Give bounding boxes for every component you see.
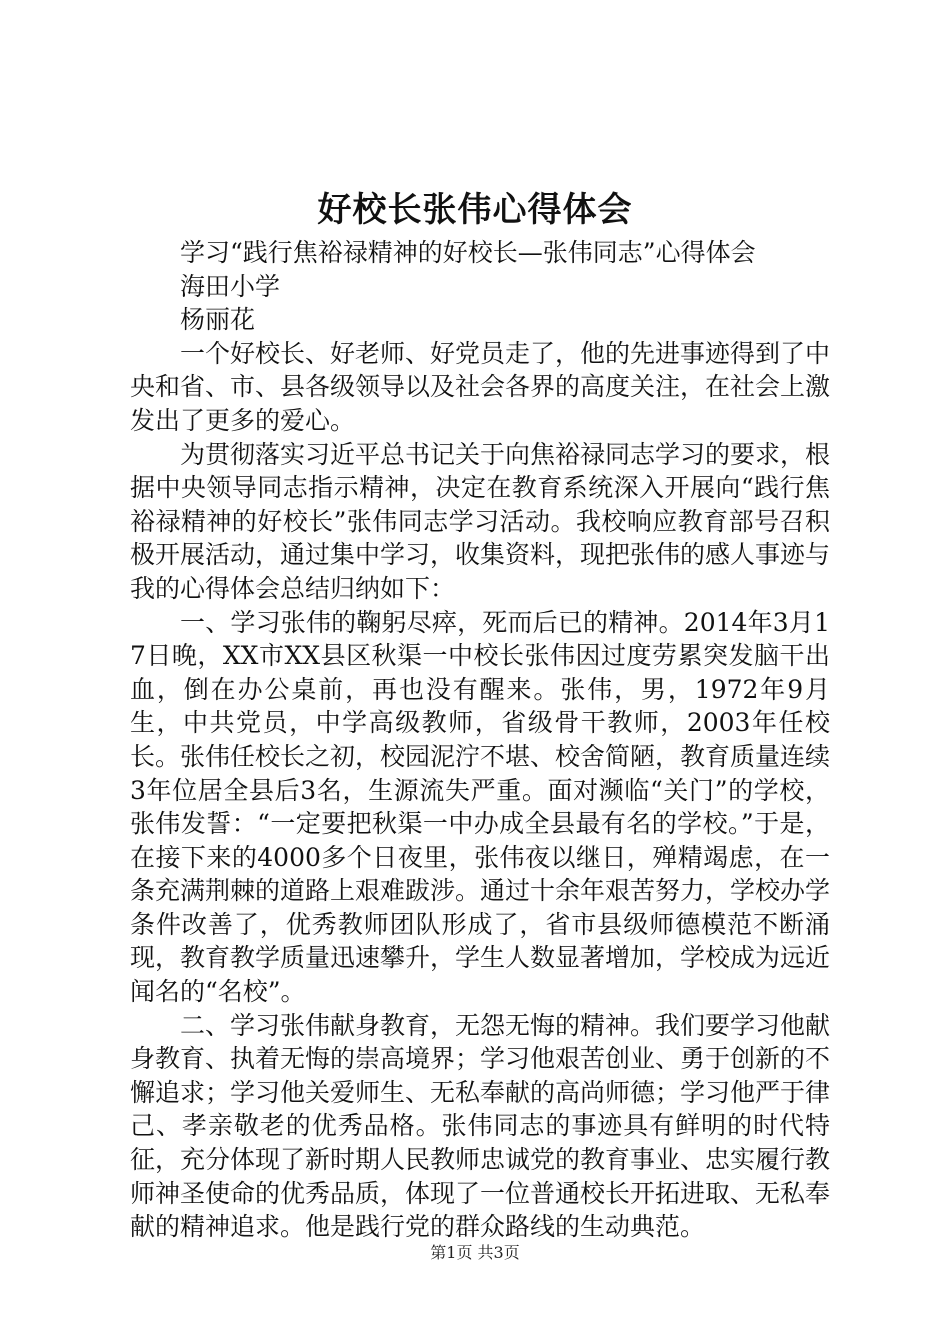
body-paragraph: 一、学习张伟的鞠躬尽瘁，死而后已的精神。2014年3月17日晚，XX市XX县区秋渠一中校长张伟因过度劳累突发脑干出血，倒在办公桌前，再也没有醒来。张伟，男，1972年9月生，中共党员，中学高级教师，省级骨干教师，2003年任校长。张伟任校长之初，校园泥泞不堪、校舍简陋，教育质量连续3年位居全县后3名，生源流失严重。面对濒临“关门”的学校，张伟发誓：“一定要把秋渠一中办成全县最有名的学校。”于是，在接下来的4000多个日夜里，张伟夜以继日，殚精竭虑，在一条充满荆棘的道路上艰难跋涉。通过十余年艰苦努力，学校办学条件改善了，优秀教师团队形成了，省市县级师德模范不断涌现，教育教学质量迅速攀升，学生人数显著增加，学校成为远近闻名的“名校”。 <box>130 607 831 1007</box>
body-paragraph: 为贯彻落实习近平总书记关于向焦裕禄同志学习的要求，根据中央领导同志指示精神，决定在教育系统深入开展向“践行焦裕禄精神的好校长”张伟同志学习活动。我校响应教育部号召积极开展活动，通过集中学习，收集资料，现把张伟的感人事迹与我的心得体会总结归纳如下： <box>130 439 831 603</box>
document-body <box>130 236 830 1244</box>
school-name: 海田小学 <box>180 271 281 301</box>
page-footer: 第1页 共3页 <box>430 1243 520 1262</box>
subtitle-paragraph: 学习“践行焦裕禄精神的好校长—张伟同志”心得体会 <box>180 238 756 267</box>
document-title: 好校长张伟心得体会 <box>317 190 633 230</box>
body-paragraph: 二、学习张伟献身教育，无怨无悔的精神。我们要学习他献身教育、执着无悔的崇高境界；学习他艰苦创业、勇于创新的不懈追求；学习他关爱师生、无私奉献的高尚师德；学习他严于律己、孝亲敬老的优秀品格。张伟同志的事迹具有鲜明的时代特征，充分体现了新时期人民教师忠诚党的教育事业、忠实履行教师神圣使命的优秀品质，体现了一位普通校长开拓进取、无私奉献的精神追求。他是践行党的群众路线的生动典范。 <box>130 1010 831 1242</box>
body-paragraph: 一个好校长、好老师、好党员走了，他的先进事迹得到了中央和省、市、县各级领导以及社会各界的高度关注，在社会上激发出了更多的爱心。 <box>130 338 831 435</box>
author-name: 杨丽花 <box>180 305 256 335</box>
